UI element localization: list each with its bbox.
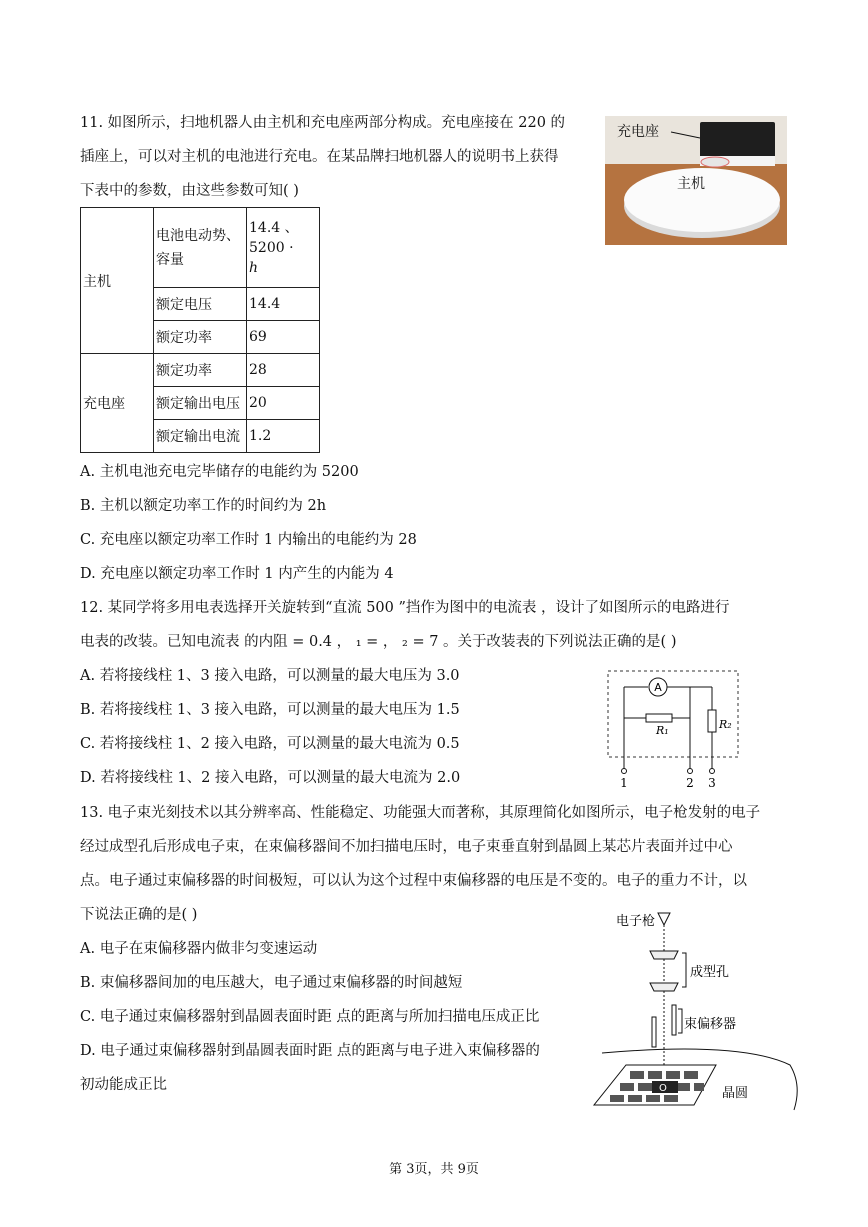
center-o-label: O [659, 1083, 667, 1094]
battery-value-line-1: 14.4 、 [249, 219, 299, 236]
robot-spec-table [80, 207, 320, 453]
spec-value: 1.2 [247, 420, 320, 453]
q12-option-c: C. 若将接线柱 1、2 接入电路，可以测量的最大电流为 0.5 [80, 736, 460, 752]
battery-label-cell [154, 208, 247, 288]
q13-stem-line-1: 13. 电子束光刻技术以其分辨率高、性能稳定、功能强大而著称，其原理简化如图所示，电子枪发射的电子 [80, 805, 761, 821]
spec-value: 14.4 [247, 288, 320, 321]
q13-option-d: D. 电子通过束偏移器射到晶圆表面时距 点的距离与电子进入束偏移器的 [80, 1043, 540, 1059]
q11-option-b: B. 主机以额定功率工作的时间约为 2h [80, 498, 327, 514]
host-label: 主机 [677, 176, 705, 192]
robot-vacuum-figure [605, 116, 787, 245]
gun-label: 电子枪 [616, 914, 656, 929]
terminal-1: 1 [620, 776, 628, 790]
spec-value: 69 [247, 321, 320, 354]
battery-value-line-2: 5200 · [249, 239, 294, 256]
r1-label: R₁ [656, 724, 669, 737]
q11-option-d: D. 充电座以额定功率工作时 1 内产生的内能为 4 [80, 566, 394, 582]
meter-label: A [654, 681, 662, 694]
q12-option-b: B. 若将接线柱 1、3 接入电路，可以测量的最大电压为 1.5 [80, 702, 460, 718]
battery-value-line-3: h [249, 259, 259, 276]
q13-option-a: A. 电子在束偏移器内做非匀变速运动 [80, 941, 318, 957]
q12-stem-line-2: 电表的改装。已知电流表 的内阻 = 0.4 ， ₁ = ， ₂ = 7 。关于改装表的下列说法正确的是( ) [80, 634, 677, 650]
q13-option-d-cont: 初动能成正比 [80, 1077, 167, 1093]
q11-stem-line-3: 下表中的参数，由这些参数可知( ) [80, 183, 299, 199]
battery-label-line-1: 电池电动势、 [156, 227, 240, 244]
q11-option-c: C. 充电座以额定功率工作时 1 内输出的电能约为 28 [80, 532, 417, 548]
spec-name: 额定功率 [154, 354, 247, 387]
spec-name: 额定输出电压 [154, 387, 247, 420]
q12-option-d: D. 若将接线柱 1、2 接入电路，可以测量的最大电流为 2.0 [80, 770, 461, 786]
spec-name: 额定输出电流 [154, 420, 247, 453]
spec-value: 28 [247, 354, 320, 387]
deflector-label: 束偏移器 [684, 1017, 737, 1032]
q11-stem-line-2: 插座上，可以对主机的电池进行充电。在某品牌扫地机器人的说明书上获得 [80, 149, 559, 165]
q12-stem-line-1: 12. 某同学将多用电表选择开关旋转到“直流 500 ”挡作为图中的电流表 ，设计了如图所示的电路进行 [80, 600, 730, 616]
terminal-3: 3 [708, 776, 716, 790]
r2-label: R₂ [719, 718, 732, 731]
wafer-label: 晶圆 [722, 1086, 749, 1101]
charger-label: 充电座 [617, 124, 659, 140]
ammeter-circuit-figure [600, 666, 745, 790]
q13-stem-line-3: 点。电子通过束偏移器的时间极短，可以认为这个过程中束偏移器的电压是不变的。电子的重力不计，以 [80, 873, 747, 889]
aperture-label: 成型孔 [690, 965, 730, 980]
electron-beam-figure [590, 905, 805, 1115]
q13-option-c: C. 电子通过束偏移器射到晶圆表面时距 点的距离与所加扫描电压成正比 [80, 1009, 540, 1025]
page-footer: 第 3页，共 9页 [389, 1162, 479, 1177]
host-group-label: 主机 [81, 208, 154, 354]
spec-name: 额定功率 [154, 321, 247, 354]
terminal-2: 2 [686, 776, 694, 790]
charger-group-label: 充电座 [81, 354, 154, 453]
q12-option-a: A. 若将接线柱 1、3 接入电路，可以测量的最大电压为 3.0 [80, 668, 460, 684]
q11-option-a: A. 主机电池充电完毕储存的电能约为 5200 [80, 464, 359, 480]
spec-name: 额定电压 [154, 288, 247, 321]
q11-stem-line-1: 11. 如图所示，扫地机器人由主机和充电座两部分构成。充电座接在 220 的 [80, 115, 566, 131]
battery-value-cell [247, 208, 320, 288]
spec-value: 20 [247, 387, 320, 420]
q13-stem-line-4: 下说法正确的是( ) [80, 907, 198, 923]
battery-label-line-2: 容量 [156, 251, 184, 268]
q13-stem-line-2: 经过成型孔后形成电子束，在束偏移器间不加扫描电压时，电子束垂直射到晶圆上某芯片表面并过中心 [80, 839, 733, 855]
q13-option-b: B. 束偏移器间加的电压越大，电子通过束偏移器的时间越短 [80, 975, 463, 991]
